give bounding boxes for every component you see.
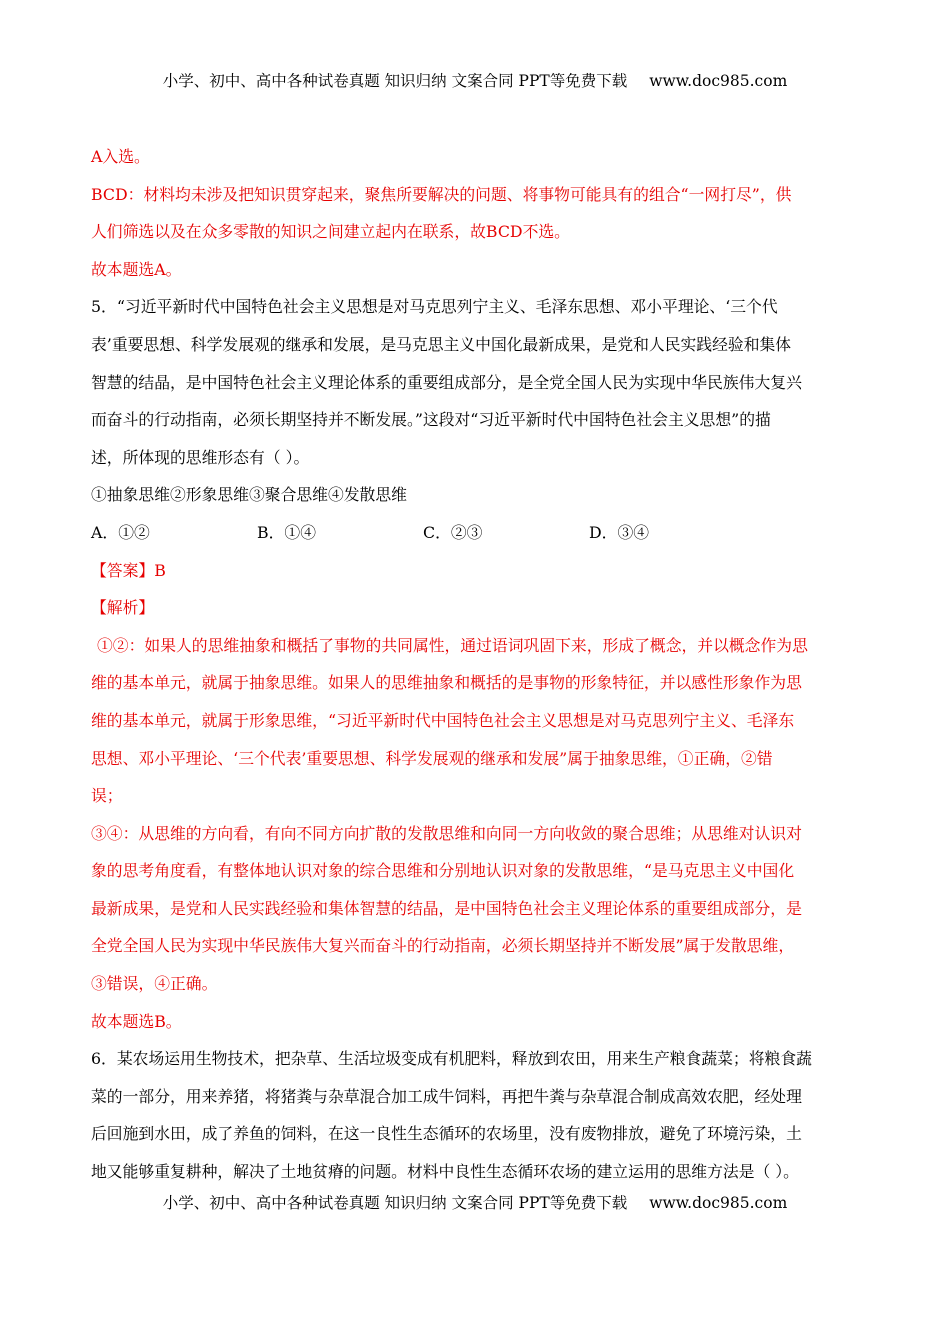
q5-option-b: B．①④: [257, 522, 316, 542]
q5-analysis-line-7: 象的思考角度看，有整体地认识对象的综合思维和分别地认识对象的发散思维，“是马克思主义中国化: [91, 861, 795, 881]
q5-analysis-label: 【解析】: [91, 598, 155, 618]
q5-option-c: C．②③: [423, 522, 483, 542]
q5-answer: 【答案】B: [91, 560, 166, 580]
prev-answer-line-1: A入选。: [91, 147, 150, 166]
q6-stem-line-3: 后回施到水田，成了养鱼的饲料，在这一良性生态循环的农场里，没有废物排放，避免了环境污染，土: [91, 1124, 802, 1144]
q5-stem-line-2: 表’重要思想、科学发展观的继承和发展，是马克思主义中国化最新成果，是党和人民实践经验和集体: [91, 334, 792, 354]
q6-stem-line-4: 地又能够重复耕种，解决了土地贫瘠的问题。材料中良性生态循环农场的建立运用的思维方法是（ ）。: [91, 1162, 799, 1182]
footer-url[interactable]: www.doc985.com: [649, 1194, 788, 1212]
question-5: [91, 296, 861, 1048]
page-footer: [0, 1191, 950, 1213]
q5-analysis-line-10: ③错误，④正确。: [91, 974, 218, 994]
q5-items: ①抽象思维②形象思维③聚合思维④发散思维: [91, 485, 407, 505]
q5-analysis-line-4: 思想、邓小平理论、‘三个代表’重要思想、科学发展观的继承和发展”属于抽象思维，①正确，②错: [91, 748, 773, 768]
q5-analysis-line-8: 最新成果，是党和人民实践经验和集体智慧的结晶，是中国特色社会主义理论体系的重要组成部分，是: [91, 898, 802, 918]
q5-analysis-line-9: 全党全国人民为实现中华民族伟大复兴而奋斗的行动指南，必须长期坚持并不断发展”属于发散思维，: [91, 936, 795, 956]
question-6: [91, 1048, 861, 1198]
q5-stem-line-3: 智慧的结晶，是中国特色社会主义理论体系的重要组成部分，是全党全国人民为实现中华民族伟大复兴: [91, 372, 802, 392]
q5-option-d: D．③④: [589, 522, 650, 542]
q5-analysis-line-6: ③④：从思维的方向看，有向不同方向扩散的发散思维和向同一方向收敛的聚合思维；从思维对认识对: [91, 823, 802, 843]
page-header: [0, 69, 950, 91]
footer-text: 小学、初中、高中各种试卷真题 知识归纳 文案合同 PPT等免费下载: [162, 1194, 628, 1212]
q5-stem-line-1: 5．“习近平新时代中国特色社会主义思想是对马克思列宁主义、毛泽东思想、邓小平理论、‘三个代: [91, 297, 778, 317]
prev-answer-line-2: BCD：材料均未涉及把知识贯穿起来，聚焦所要解决的问题、将事物可能具有的组合“一网打尽”，供: [91, 184, 792, 204]
q5-options: [91, 522, 861, 560]
q5-stem-line-4: 而奋斗的行动指南，必须长期坚持并不断发展。”这段对“习近平新时代中国特色社会主义思想”的描: [91, 410, 771, 430]
prev-conclusion: 故本题选A。: [91, 259, 182, 279]
q6-stem-line-2: 菜的一部分，用来养猪，将猪粪与杂草混合加工成牛饲料，再把牛粪与杂草混合制成高效农肥，经处理: [91, 1086, 802, 1106]
q5-analysis-line-5: 误；: [91, 786, 123, 806]
header-text: 小学、初中、高中各种试卷真题 知识归纳 文案合同 PPT等免费下载: [162, 72, 628, 90]
prev-answer-line-3: 人们筛选以及在众多零散的知识之间建立起内在联系，故BCD不选。: [91, 222, 570, 242]
q5-conclusion: 故本题选B。: [91, 1011, 182, 1031]
q5-stem-line-5: 述，所体现的思维形态有（ ）。: [91, 447, 310, 467]
q5-option-a: A．①②: [91, 522, 150, 542]
q5-analysis-line-1: ①②：如果人的思维抽象和概括了事物的共同属性，通过语词巩固下来，形成了概念，并以概念作为思: [97, 635, 808, 655]
document-body: [91, 146, 861, 1199]
q5-analysis-line-3: 维的基本单元，就属于形象思维，“习近平新时代中国特色社会主义思想是对马克思列宁主义、毛泽东: [91, 710, 795, 730]
q5-analysis-line-2: 维的基本单元，就属于抽象思维。如果人的思维抽象和概括的是事物的形象特征，并以感性形象作为思: [91, 673, 802, 693]
q6-stem-line-1: 6．某农场运用生物技术，把杂草、生活垃圾变成有机肥料，释放到农田，用来生产粮食蔬菜；将粮食蔬: [91, 1049, 812, 1069]
header-url[interactable]: www.doc985.com: [649, 72, 788, 90]
